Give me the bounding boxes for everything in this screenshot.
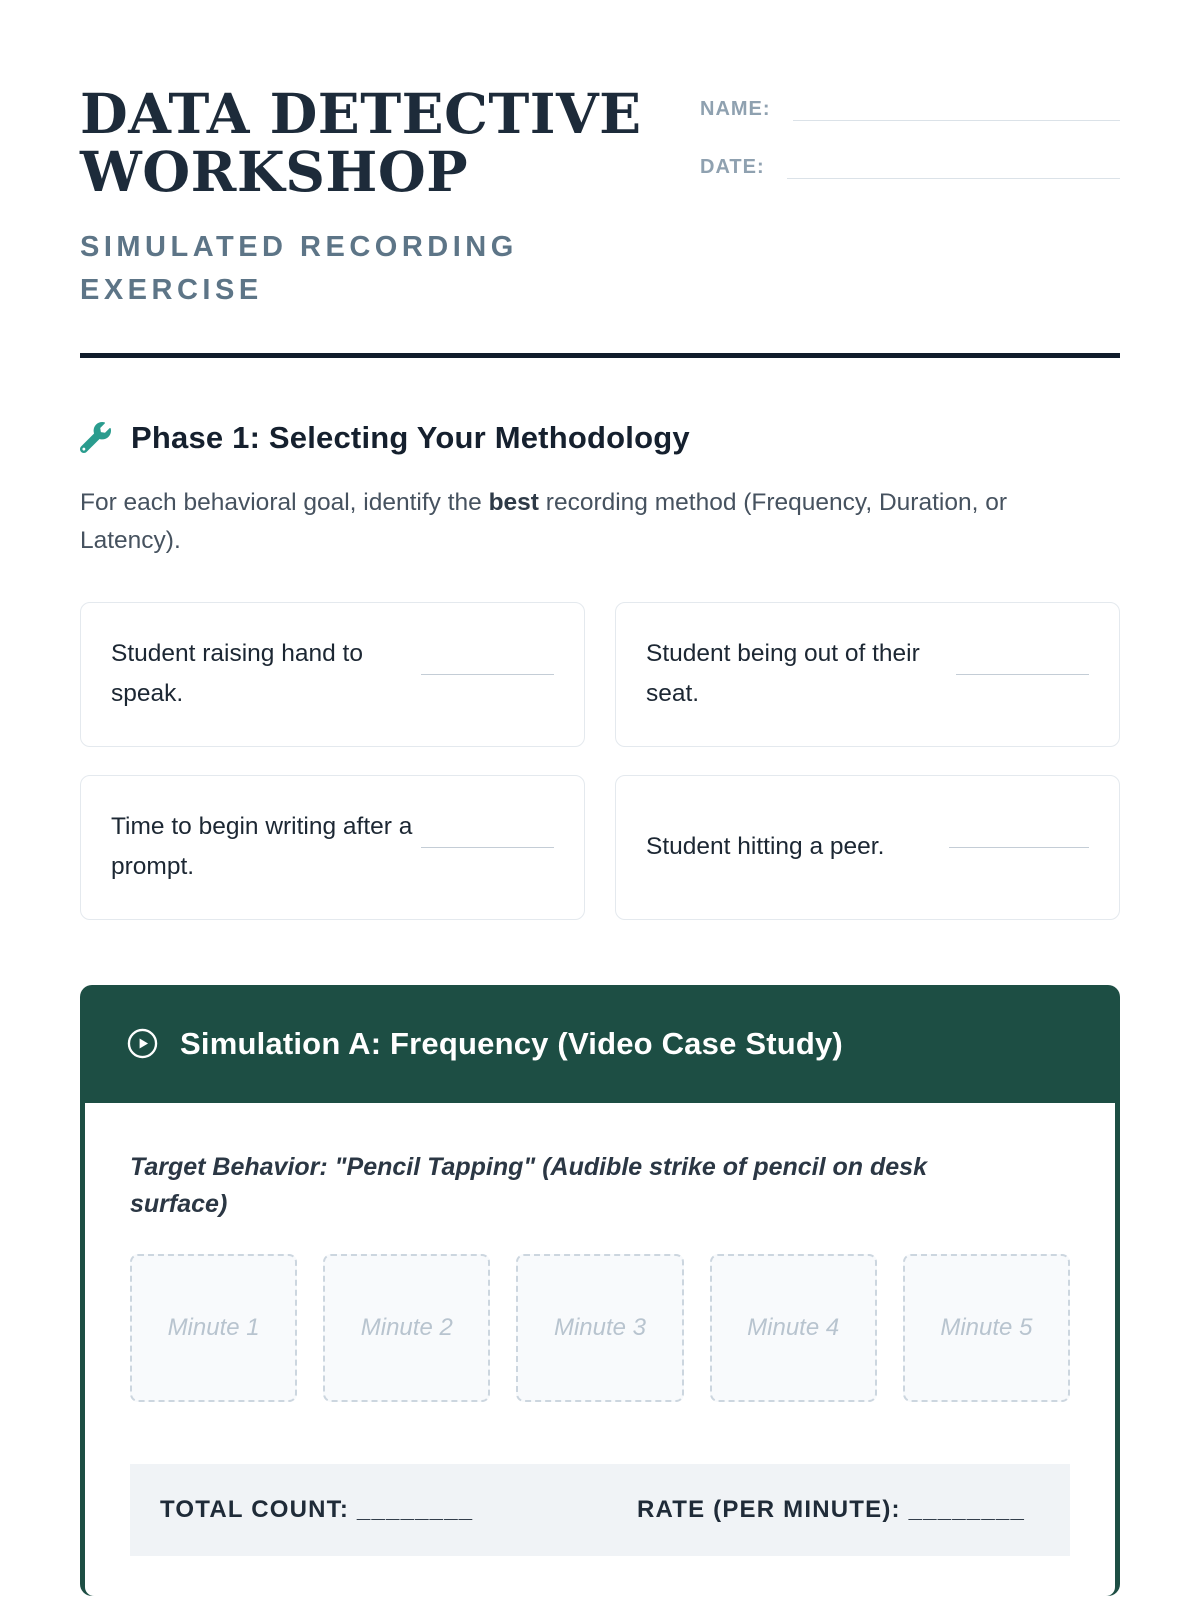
name-input-line[interactable] [793,93,1120,121]
minute-tally-box[interactable] [323,1254,490,1402]
behavior-text: Student being out of their seat. [646,639,920,708]
play-circle-icon [125,1026,160,1061]
date-input-line[interactable] [787,151,1120,179]
simulation-a-header [80,985,1120,1103]
behavior-card [80,775,585,920]
simulation-a-title: Simulation A: Frequency (Video Case Study) [180,1025,843,1061]
phase1-intro [80,484,1090,560]
minute-label: Minute 5 [940,1313,1033,1341]
behavior-card [615,602,1120,747]
behavior-text: Student hitting a peer. [646,832,885,860]
answer-blank[interactable] [421,673,554,675]
target-behavior-text: Target Behavior: "Pencil Tapping" (Audible strike of pencil on desk surface) [130,1152,927,1219]
intro-bold-word: best [488,488,539,516]
date-field-row [700,151,1120,179]
title-block [80,81,700,313]
header [80,81,1120,313]
behavior-text: Time to begin writing after a prompt. [111,812,413,881]
minute-label: Minute 3 [553,1313,647,1341]
phase1-title: Phase 1: Selecting Your Methodology [131,419,690,455]
name-label: NAME: [700,98,771,120]
answer-blank[interactable] [949,846,1089,848]
minute-label: Minute 1 [167,1313,260,1341]
total-count-label[interactable]: TOTAL COUNT: ________ [160,1495,474,1523]
minute-tally-box[interactable] [516,1254,683,1402]
behavior-card [615,775,1120,920]
minute-tally-grid [130,1254,1070,1402]
page-title: DATA DETECTIVE WORKSHOP [80,81,642,205]
minute-tally-box[interactable] [710,1254,877,1402]
minute-tally-box[interactable] [130,1254,297,1402]
minute-tally-box[interactable] [903,1254,1070,1402]
answer-blank[interactable] [956,673,1089,675]
simulation-a-panel [80,985,1120,1596]
wrench-icon [80,422,111,453]
minute-label: Minute 2 [360,1313,453,1341]
header-divider [80,353,1120,358]
phase1-heading [80,420,1120,456]
methodology-card-grid [80,602,1120,920]
name-date-block [700,93,1120,209]
date-label: DATE: [700,156,765,178]
intro-suffix: recording method (Frequency, Duration, or Latency). [80,488,1007,554]
intro-prefix: For each behavioral goal, identify the [80,488,489,516]
answer-blank[interactable] [421,846,554,848]
rate-per-minute-label[interactable]: RATE (PER MINUTE): ________ [636,1495,1025,1523]
behavior-card [80,602,585,747]
totals-bar [130,1464,1070,1556]
name-field-row [700,93,1120,121]
behavior-text: Student raising hand to speak. [111,639,363,708]
minute-label: Minute 4 [747,1313,840,1341]
page-subtitle: SIMULATED RECORDING EXERCISE [80,230,518,307]
simulation-a-body [85,1103,1115,1596]
